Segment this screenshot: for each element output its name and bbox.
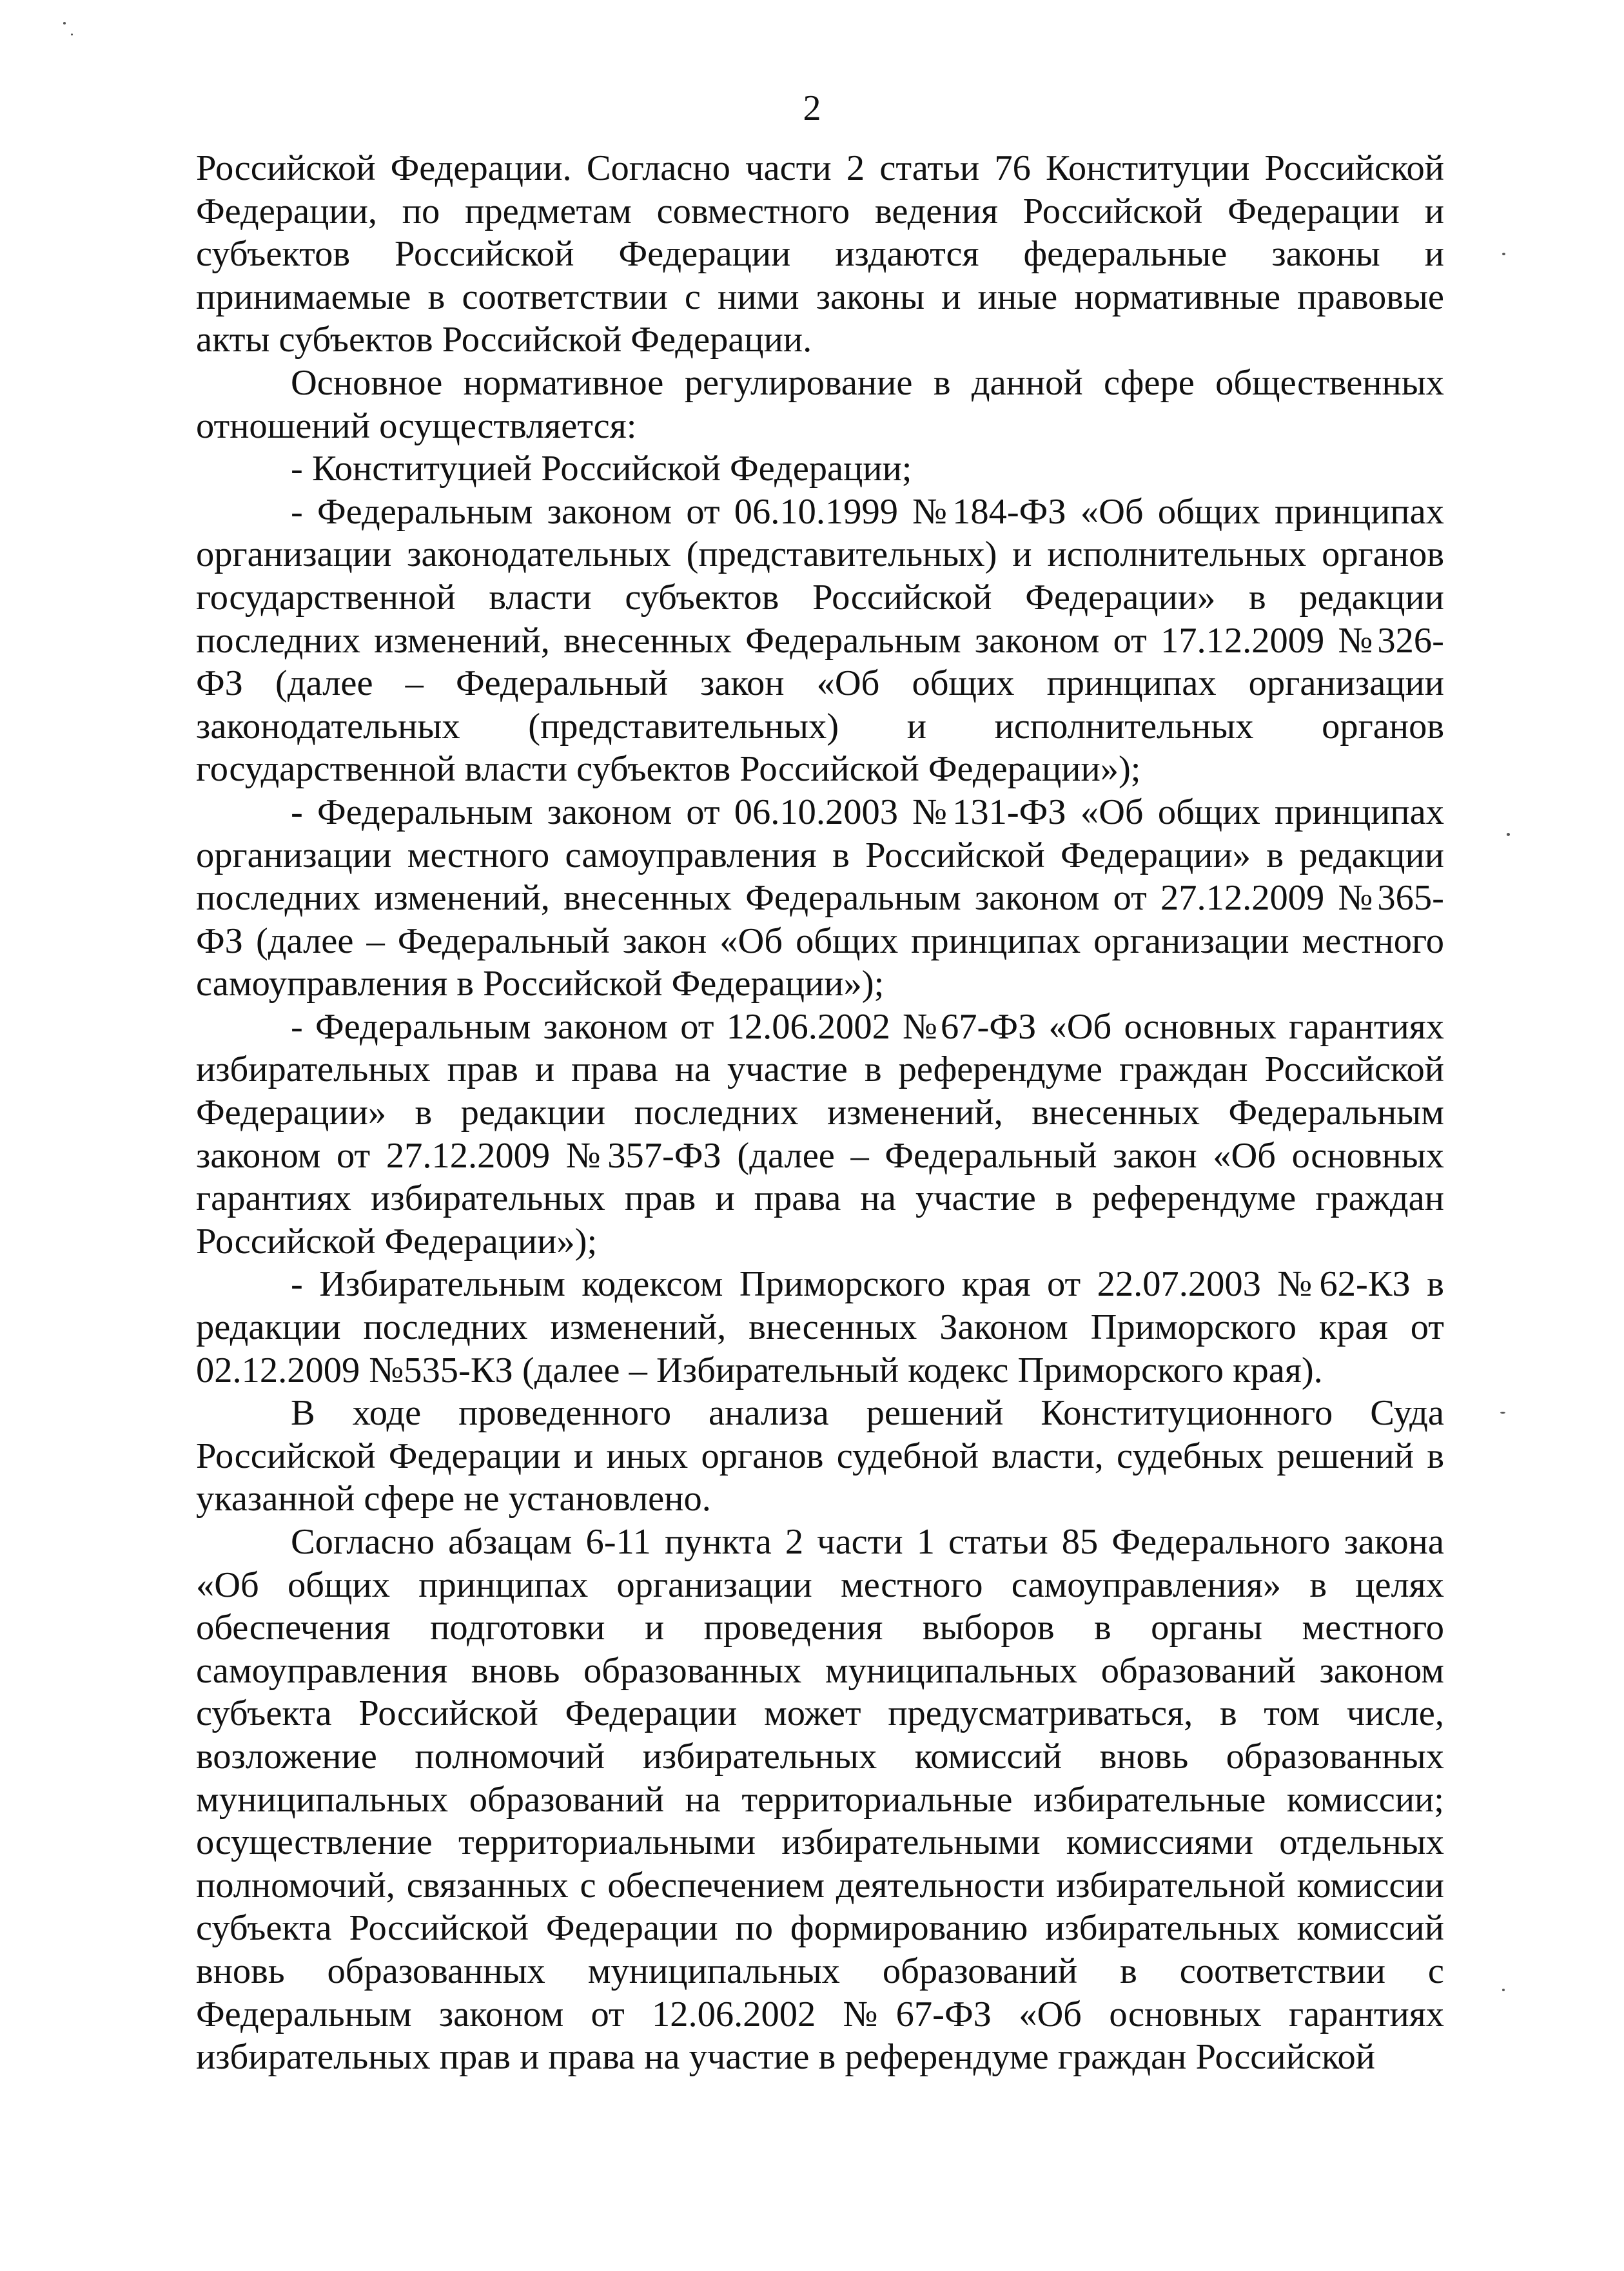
page-number: 2 (803, 88, 821, 128)
paragraph-regulation-intro: Основное нормативное регулирование в данной сфере общественных отношений осуществляется: (196, 362, 1444, 446)
scan-speck (1502, 253, 1505, 255)
scan-speck (1502, 1989, 1505, 1991)
list-item-electoral-code: - Избирательным кодексом Приморского края от 22.07.2003 №62-КЗ в редакции последних изменений, внесенных Законом Приморского края от 02.12.2009 №535-КЗ (далее – Избирательный кодекс Приморского края). (196, 1264, 1444, 1390)
paragraph-constitution-article-76: Российской Федерации. Согласно части 2 статьи 76 Конституции Российской Федерации, по предметам совместного ведения Российской Федерации и субъектов Российской Федерации издаются федеральные законы и принимаемые в соответствии с ними законы и иные нормативные правовые акты субъектов Российской Федерации. (196, 148, 1444, 360)
paragraph-article-85: Согласно абзацам 6-11 пункта 2 части 1 статьи 85 Федерального закона «Об общих принципах организации местного самоуправления» в целях обеспечения подготовки и проведения выборов в органы местного самоуправления вновь образованных муниципальных образований законом субъекта Российской Федерации может предусматриваться, в том числе, возложение полномочий избирательных комиссий вновь образованных муниципальных образований на территориальные избирательные комиссии; осуществление территориальными избирательными комиссиями отдельных полномочий, связанных с обеспечением деятельности избирательной комиссии субъекта Российской Федерации по формированию избирательных комиссий вновь образованных муниципальных образований в соответствии с Федеральным законом от 12.06.2002 №67-ФЗ «Об основных гарантиях избирательных прав и права на участие в референдуме граждан Российской (196, 1522, 1444, 2078)
scan-speck (63, 22, 66, 24)
list-item-constitution: - Конституцией Российской Федерации; (291, 449, 912, 489)
scan-speck (1500, 1412, 1505, 1414)
scan-speck (1507, 833, 1510, 836)
scan-speck (71, 34, 73, 35)
list-item-law-67-fz: - Федеральным законом от 12.06.2002 №67-ФЗ «Об основных гарантиях избирательных прав и права на участие в референдуме граждан Российской Федерации» в редакции последних изменений, внесенных Федеральным законом от 27.12.2009 №357-ФЗ (далее – Федеральный закон «Об основных гарантиях избирательных прав и права на участие в референдуме граждан Российской Федерации»); (196, 1006, 1444, 1262)
list-item-law-131-fz: - Федеральным законом от 06.10.2003 №131-ФЗ «Об общих принципах организации местного самоуправления в Российской Федерации» в редакции последних изменений, внесенных Федеральным законом от 27.12.2009 №365-ФЗ (далее – Федеральный закон «Об общих принципах организации местного самоуправления в Российской Федерации»); (196, 792, 1444, 1004)
document-body (196, 147, 1444, 2079)
list-item-law-184-fz: - Федеральным законом от 06.10.1999 №184-ФЗ «Об общих принципах организации законодательных (представительных) и исполнительных органов государственной власти субъектов Российской Федерации» в редакции последних изменений, внесенных Федеральным законом от 17.12.2009 №326-ФЗ (далее – Федеральный закон «Об общих принципах организации законодательных (представительных) и исполнительных органов государственной власти субъектов Российской Федерации»); (196, 491, 1444, 790)
paragraph-court-analysis: В ходе проведенного анализа решений Конституционного Суда Российской Федерации и иных органов судебной власти, судебных решений в указанной сфере не установлено. (196, 1393, 1444, 1519)
